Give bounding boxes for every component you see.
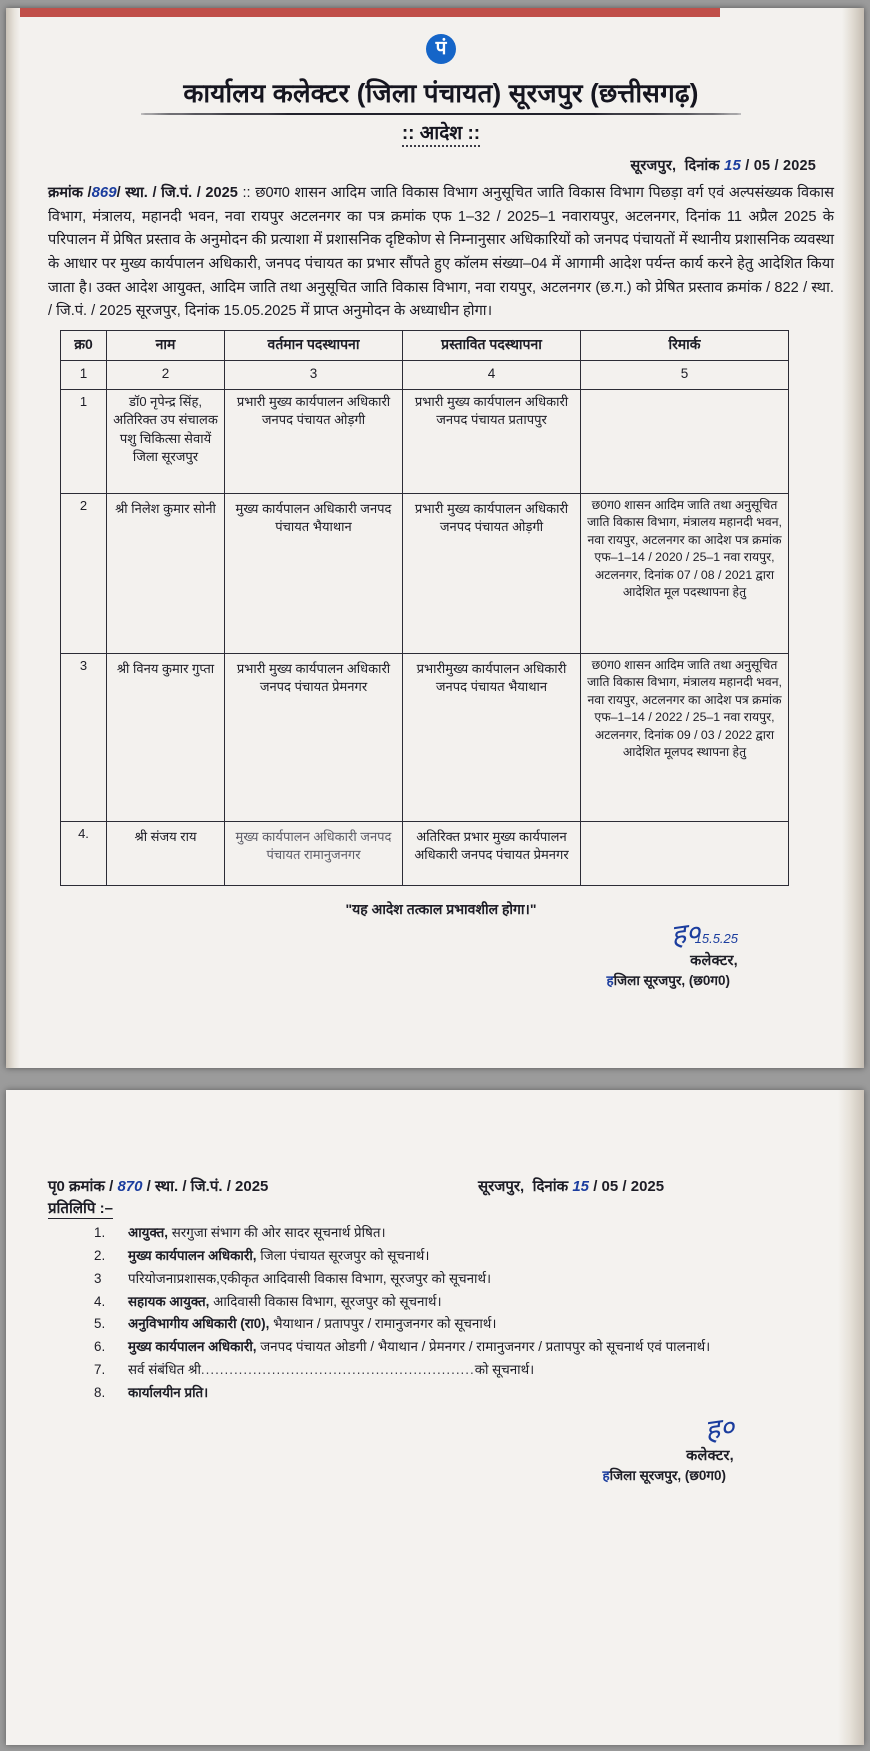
row-remark: छ0ग0 शासन आदिम जाति तथा अनुसूचित जाति विकास विभाग, मंत्रालय महानदी भवन, नवा रायपुर, अटलनगर का आदेश पत्र क्रमांक एफ–1–14 / 2022 / 25–1 नवा रायपुर, अटलनगर, दिनांक 09 / 03 / 2022 द्वारा आदेशित मूलपद स्थापना हेतु xyxy=(581,653,789,821)
list-text-rest: सरगुजा संभाग की ओर सादर सूचनार्थ प्रेषित। xyxy=(167,1225,386,1240)
page2-date-label: दिनांक xyxy=(532,1178,569,1195)
column-number-3: 3 xyxy=(225,360,403,389)
ref-number-handwritten: 869 xyxy=(91,184,117,201)
row-current-posting: प्रभारी मुख्य कार्यपालन अधिकारी जनपद पंचायत ओड़गी xyxy=(225,389,403,493)
list-text-bold: सहायक आयुक्त, xyxy=(128,1293,210,1309)
paragraph-line-8: क्रमांक / 822 / स्था. / जि.पं. / 2025 सूरजपुर, दिनांक 15.05.2025 में प्राप्त अनुमोदन के अध्याधीन होगा। xyxy=(48,279,834,320)
signature-mark: ह० xyxy=(669,916,703,952)
list-item xyxy=(94,1336,834,1358)
paragraph-line-2: विभाग पिछड़ा वर्ग एवं अल्पसंख्यक विकास विभाग, मंत्रालय, महानदी भवन, नवा रायपुर अटलनगर का पत्र xyxy=(48,185,834,225)
paragraph-line-1: :: छ0ग0 शासन आदिम जाति विकास विभाग अनुसूचित जाति विकास xyxy=(242,185,606,201)
paragraph-line-5: प्रशासनिक व्यवस्था के आधार पर मुख्य कार्यपालन अधिकारी, जनपद पंचायत का प्रभार सौंपते हुए कॉलम xyxy=(48,232,834,272)
paragraph-line-3: क्रमांक एफ 1–32 / 2025–1 नवारायपुर, अटलनगर, दिनांक 11 अप्रैल 2025 के परिपालन में प्रेषित प्रस्ताव के xyxy=(48,208,834,249)
signature-designation-sub: हजिला सूरजपुर, (छ0ग0) xyxy=(602,1467,726,1483)
table-row xyxy=(61,821,789,885)
column-number-2: 2 xyxy=(107,360,225,389)
row-name: श्री विनय कुमार गुप्ता xyxy=(107,653,225,821)
ref-suffix: / स्था. / जि.पं. / 2025 xyxy=(116,185,238,201)
list-text xyxy=(128,1382,834,1404)
scanned-sheet-page-1 xyxy=(6,8,864,1068)
column-number-1: 1 xyxy=(61,360,107,389)
row-serial: 4. xyxy=(61,821,107,885)
effective-note: "यह आदेश तत्काल प्रभावशील होगा।" xyxy=(345,900,537,917)
list-text xyxy=(128,1291,834,1313)
list-text-rest: सर्व संबंधित श्री xyxy=(128,1362,201,1378)
column-number-5: 5 xyxy=(581,360,789,389)
table-header-proposed-posting: प्रस्तावित पदस्थापना xyxy=(403,330,581,360)
paragraph-line-4: अनुमोदन की प्रत्याशा में प्रशासनिक दृष्टिकोण से निम्नानुसार अधिकारियों को जनपद पंचायतों में स्थानीय xyxy=(199,232,731,249)
title-underline xyxy=(141,113,741,115)
list-index: 2. xyxy=(94,1247,106,1263)
row-proposed-posting: प्रभारी मुख्य कार्यपालन अधिकारी जनपद पंचायत ओड़गी xyxy=(403,493,581,653)
row-proposed-posting: अतिरिक्त प्रभार मुख्य कार्यपालन अधिकारी जनपद पंचायत प्रेमनगर xyxy=(403,821,581,885)
order-heading xyxy=(48,119,834,145)
list-item xyxy=(94,1359,834,1381)
signature-mark: ह० xyxy=(702,1411,736,1447)
list-text xyxy=(128,1336,834,1358)
order-heading-text: :: आदेश :: xyxy=(402,123,480,147)
list-text-bold: अनुविभागीय अधिकारी (रा0), xyxy=(128,1316,270,1332)
page2-date-day-handwritten: 15 xyxy=(572,1178,590,1195)
list-item xyxy=(94,1382,834,1404)
fill-in-dots: .......................................................... xyxy=(200,1362,475,1378)
date-year: 2025 xyxy=(782,158,816,174)
list-index: 6. xyxy=(94,1339,106,1355)
column-number-4: 4 xyxy=(403,360,581,389)
page-title: कार्यालय कलेक्टर (जिला पंचायत) सूरजपुर (छत्तीसगढ़) xyxy=(183,78,699,108)
table-header-current-posting: वर्तमान पदस्थापना xyxy=(225,330,403,360)
signature-block-page2 xyxy=(48,1411,834,1484)
list-text xyxy=(128,1222,834,1244)
signature-designation-sub-text: जिला सूरजपुर, (छ0ग0) xyxy=(613,972,730,988)
signature-designation: कलेक्टर, xyxy=(686,1447,734,1464)
signature-block xyxy=(48,916,834,989)
scanned-sheet-page-2 xyxy=(6,1090,864,1745)
list-item xyxy=(94,1245,834,1267)
list-text-bold: मुख्य कार्यपालन अधिकारी, xyxy=(128,1247,257,1263)
row-proposed-posting: प्रभारीमुख्य कार्यपालन अधिकारी जनपद पंचायत भैयाथान xyxy=(403,653,581,821)
row-remark xyxy=(581,389,789,493)
page2-ref-line xyxy=(48,1090,834,1196)
list-text-rest: जिला पंचायत सूरजपुर को सूचनार्थ। xyxy=(256,1247,430,1263)
list-item xyxy=(94,1291,834,1313)
page2-date-year: 2025 xyxy=(630,1178,665,1195)
list-index: 5. xyxy=(94,1316,106,1332)
row-current-posting: प्रभारी मुख्य कार्यपालन अधिकारी जनपद पंचायत प्रेमनगर xyxy=(225,653,403,821)
list-text-rest: जनपद पंचायत ओडगी / भैयाथान / प्रेमनगर / रामानुजनगर / प्रतापपुर को सूचनार्थ एवं पालनार्थ। xyxy=(256,1339,711,1355)
row-serial: 1 xyxy=(61,389,107,493)
place-date-line: सूरजपुर, दिनांक 15 / 05 / 2025 xyxy=(630,157,816,174)
page2-ref-suffix: / स्था. / जि.पं. / 2025 xyxy=(146,1178,269,1195)
row-current-posting: मुख्य कार्यपालन अधिकारी जनपद पंचायत भैयाथान xyxy=(225,493,403,653)
place-label: सूरजपुर, xyxy=(630,158,677,174)
page2-date-month: 05 xyxy=(601,1178,619,1195)
top-red-strip xyxy=(20,8,720,17)
list-text-tail: को सूचनार्थ। xyxy=(474,1362,535,1378)
list-text-rest: परियोजनाप्रशासक,एकीकृत आदिवासी विकास विभाग, सूरजपुर को सूचनार्थ। xyxy=(128,1270,492,1286)
table-header-serial: क्र0 xyxy=(61,330,107,360)
row-remark xyxy=(581,821,789,885)
list-text-rest: आदिवासी विकास विभाग, सूरजपुर को सूचनार्थ। xyxy=(209,1293,442,1309)
list-text xyxy=(128,1359,834,1381)
list-index: 8. xyxy=(94,1384,106,1400)
row-name: श्री निलेश कुमार सोनी xyxy=(107,493,225,653)
signature-designation-sub-text: जिला सूरजपुर, (छ0ग0) xyxy=(609,1467,726,1483)
row-remark: छ0ग0 शासन आदिम जाति तथा अनुसूचित जाति विकास विभाग, मंत्रालय महानदी भवन, नवा रायपुर, अटलनगर का आदेश पत्र क्रमांक एफ–1–14 / 2020 / 25–1 नवा रायपुर, अटलनगर, दिनांक 07 / 08 / 2021 द्वारा आदेशित मूल पदस्थापना हेतु xyxy=(581,493,789,653)
posting-table xyxy=(60,330,789,886)
signature-date: 15.5.25 xyxy=(694,930,738,946)
list-index: 1. xyxy=(94,1225,106,1240)
list-text-bold: मुख्य कार्यपालन अधिकारी, xyxy=(128,1339,257,1355)
table-column-number-row xyxy=(61,360,789,389)
signature-designation: कलेक्टर, xyxy=(690,952,738,969)
page2-place: सूरजपुर, xyxy=(478,1178,525,1195)
table-header-row xyxy=(61,330,789,360)
copy-distribution-list xyxy=(48,1222,834,1404)
list-text xyxy=(128,1268,834,1290)
date-day-handwritten: 15 xyxy=(723,157,742,174)
row-serial: 3 xyxy=(61,653,107,821)
row-current-posting: मुख्य कार्यपालन अधिकारी जनपद पंचायत रामानुजनगर xyxy=(225,821,403,885)
order-body-paragraph xyxy=(48,181,834,324)
list-item xyxy=(94,1268,834,1290)
copy-heading-text: प्रतिलिपि :– xyxy=(48,1200,113,1217)
list-index: 7. xyxy=(94,1362,106,1378)
list-item xyxy=(94,1313,834,1335)
paragraph-line-6: संख्या–04 में आगामी आदेश पर्यन्त कार्य करने हेतु आदेशित किया जाता है। उक्त आदेश आयुक्त, आदिम xyxy=(48,255,834,296)
page2-ref-prefix: पृ0 क्रमांक / xyxy=(48,1178,114,1195)
page2-ref-number-handwritten: 870 xyxy=(117,1178,143,1195)
date-label: दिनांक xyxy=(684,158,720,174)
emblem-icon: पं xyxy=(426,34,456,64)
table-row xyxy=(61,653,789,821)
table-header-remark: रिमार्क xyxy=(581,330,789,360)
paragraph-line-7: जाति तथा अनुसूचित जाति विकास विभाग, नवा रायपुर, अटलनगर (छ.ग.) को प्रेषित प्रस्ताव xyxy=(249,279,723,296)
row-proposed-posting: प्रभारी मुख्य कार्यपालन अधिकारी जनपद पंचायत प्रतापपुर xyxy=(403,389,581,493)
ref-prefix: क्रमांक / xyxy=(48,185,92,201)
table-row xyxy=(61,389,789,493)
row-name: डॉ0 नृपेन्द्र सिंह, अतिरिक्त उप संचालक पशु चिकित्सा सेवायें जिला सूरजपुर xyxy=(107,389,225,493)
copy-heading xyxy=(48,1198,834,1218)
list-index: 3 xyxy=(94,1270,102,1286)
list-text-bold: आयुक्त, xyxy=(128,1225,168,1240)
table-row xyxy=(61,493,789,653)
list-index: 4. xyxy=(94,1293,106,1309)
signature-designation-sub: हजिला सूरजपुर, (छ0ग0) xyxy=(606,972,730,988)
date-month: 05 xyxy=(753,158,771,174)
row-serial: 2 xyxy=(61,493,107,653)
list-item xyxy=(94,1222,834,1244)
list-text xyxy=(128,1313,834,1335)
list-text-rest: भैयाथान / प्रतापपुर / रामानुजनगर को सूचनार्थ। xyxy=(269,1316,497,1332)
list-text xyxy=(128,1245,834,1267)
list-text-bold: कार्यालयीन प्रति। xyxy=(128,1384,209,1400)
page2-place-date: सूरजपुर, दिनांक 15 / 05 / 2025 xyxy=(478,1178,665,1195)
table-header-name: नाम xyxy=(107,330,225,360)
page2-ref xyxy=(48,1176,478,1196)
row-name: श्री संजय राय xyxy=(107,821,225,885)
